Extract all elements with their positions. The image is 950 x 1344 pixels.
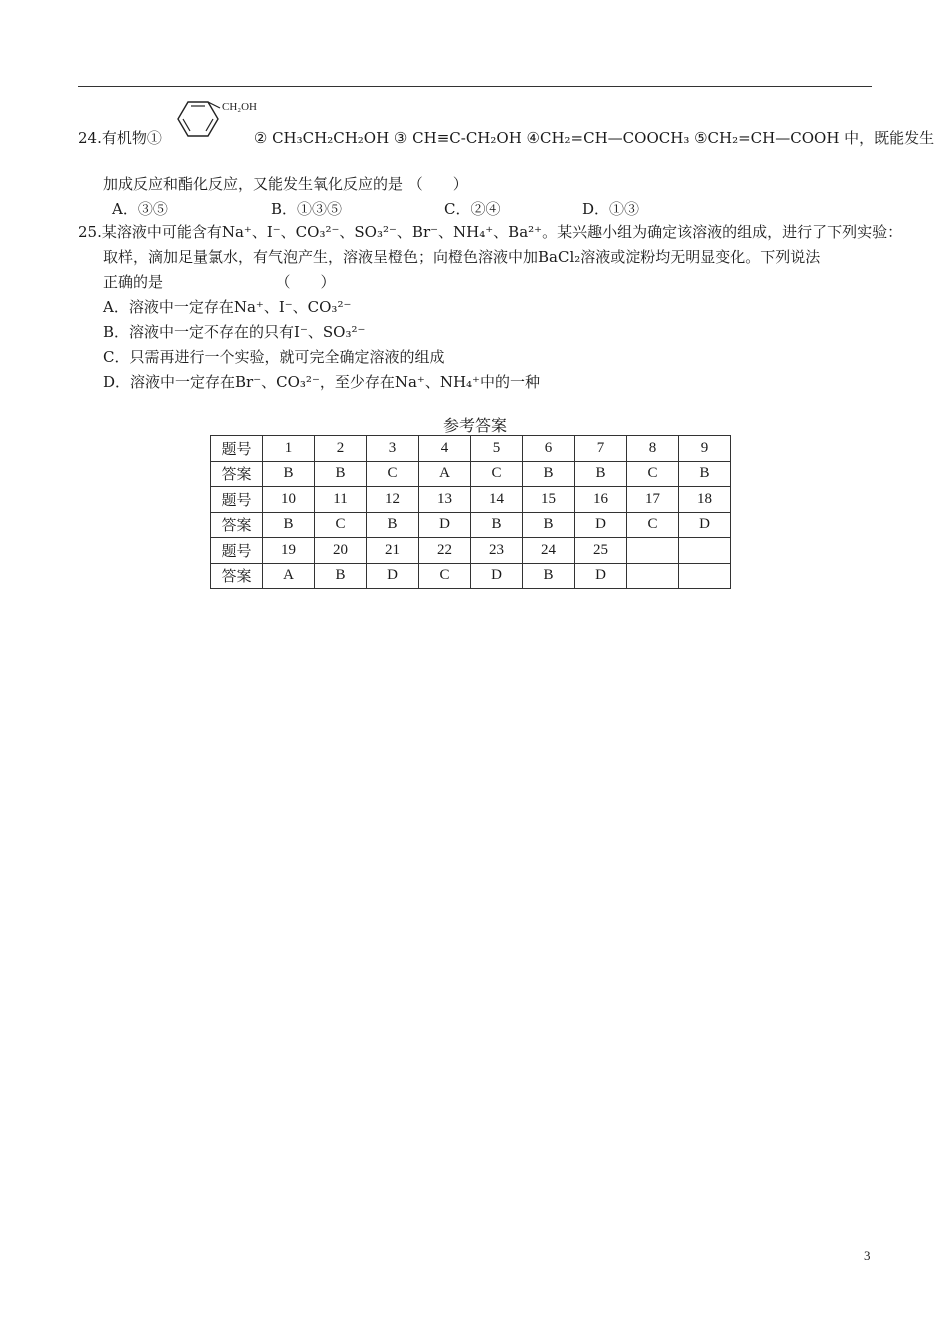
table-cell [627, 538, 679, 564]
table-cell [679, 538, 731, 564]
table-cell: 12 [367, 487, 419, 513]
table-cell: 3 [367, 436, 419, 462]
answer-key-title: 参考答案 [442, 416, 507, 435]
header-rule [78, 86, 872, 87]
table-row-header: 题号 [211, 436, 263, 462]
page-number: 3 [864, 1248, 871, 1263]
table-cell: 2 [315, 436, 367, 462]
question-25-line3: 正确的是 （ ） [103, 273, 336, 291]
table-cell: C [627, 512, 679, 538]
table-cell: D [419, 512, 471, 538]
table-row [211, 512, 731, 538]
table-cell: 23 [471, 538, 523, 564]
table-cell: B [523, 461, 575, 487]
table-cell: 6 [523, 436, 575, 462]
table-cell: 7 [575, 436, 627, 462]
table-cell: 21 [367, 538, 419, 564]
question-24-option-a: A．③⑤ [112, 200, 168, 218]
table-cell: 15 [523, 487, 575, 513]
table-cell: B [315, 461, 367, 487]
table-cell: 20 [315, 538, 367, 564]
question-25-option-b: B．溶液中一定不存在的只有I⁻、SO₃²⁻ [103, 323, 366, 341]
table-cell: 14 [471, 487, 523, 513]
question-25-line1: 25.某溶液中可能含有Na⁺、I⁻、CO₃²⁻、SO₃²⁻、Br⁻、NH₄⁺、Ba²⁺。某兴趣小组为确定该溶液的组成，进行了下列实验： [78, 223, 903, 241]
table-cell: A [419, 461, 471, 487]
question-24-prefix: 24.有机物① [78, 129, 162, 147]
table-cell: 10 [263, 487, 315, 513]
table-cell: B [367, 512, 419, 538]
table-cell [627, 563, 679, 589]
table-cell: B [679, 461, 731, 487]
question-24-line2: 加成反应和酯化反应，又能发生氧化反应的是 （ ） [103, 175, 468, 193]
question-24-line1 [78, 128, 934, 148]
table-row [211, 538, 731, 564]
table-cell: 11 [315, 487, 367, 513]
table-cell: 19 [263, 538, 315, 564]
table-row-header: 答案 [211, 563, 263, 589]
table-cell: 5 [471, 436, 523, 462]
table-cell: D [367, 563, 419, 589]
table-cell [679, 563, 731, 589]
question-25-option-d: D．溶液中一定存在Br⁻、CO₃²⁻，至少存在Na⁺、NH₄⁺中的一种 [103, 373, 540, 391]
table-cell: B [263, 461, 315, 487]
question-24-option-b: B．①③⑤ [271, 200, 343, 218]
table-cell: 22 [419, 538, 471, 564]
table-cell: 16 [575, 487, 627, 513]
table-cell: 4 [419, 436, 471, 462]
table-row-header: 题号 [211, 487, 263, 513]
question-24-option-d: D．①③ [582, 200, 640, 218]
table-cell: 18 [679, 487, 731, 513]
table-cell: 17 [627, 487, 679, 513]
table-cell: B [523, 563, 575, 589]
question-24-items: ② CH₃CH₂CH₂OH ③ CH≡C-CH₂OH ④CH₂=CH—COOCH₃ ⑤CH₂=CH—COOH 中，既能发生 [253, 129, 935, 147]
table-row [211, 563, 731, 589]
table-cell: 9 [679, 436, 731, 462]
question-25-line2: 取样，滴加足量氯水，有气泡产生，溶液呈橙色；向橙色溶液中加BaCl₂溶液或淀粉均无明显变化。下列说法 [103, 248, 821, 266]
table-row [211, 436, 731, 462]
table-cell: D [575, 563, 627, 589]
table-cell: 8 [627, 436, 679, 462]
table-cell: B [523, 512, 575, 538]
table-cell: C [367, 461, 419, 487]
ch2oh-label: CH₂OH [222, 101, 258, 113]
table-cell: 13 [419, 487, 471, 513]
table-cell: C [627, 461, 679, 487]
table-cell: B [471, 512, 523, 538]
question-25-option-a: A．溶液中一定存在Na⁺、I⁻、CO₃²⁻ [103, 298, 352, 316]
table-cell: B [315, 563, 367, 589]
table-cell: A [263, 563, 315, 589]
table-cell: C [419, 563, 471, 589]
table-cell: B [575, 461, 627, 487]
table-cell: C [315, 512, 367, 538]
table-cell: C [471, 461, 523, 487]
table-cell: D [575, 512, 627, 538]
answer-key-table [210, 435, 731, 589]
table-cell: D [679, 512, 731, 538]
table-cell: 1 [263, 436, 315, 462]
question-25-option-c: C．只需再进行一个实验，就可完全确定溶液的组成 [103, 348, 445, 366]
table-cell: 25 [575, 538, 627, 564]
table-row [211, 487, 731, 513]
table-cell: B [263, 512, 315, 538]
table-cell: D [471, 563, 523, 589]
table-row-header: 题号 [211, 538, 263, 564]
table-row-header: 答案 [211, 461, 263, 487]
table-row-header: 答案 [211, 512, 263, 538]
table-cell: 24 [523, 538, 575, 564]
table-row [211, 461, 731, 487]
question-24-option-c: C．②④ [444, 200, 501, 218]
